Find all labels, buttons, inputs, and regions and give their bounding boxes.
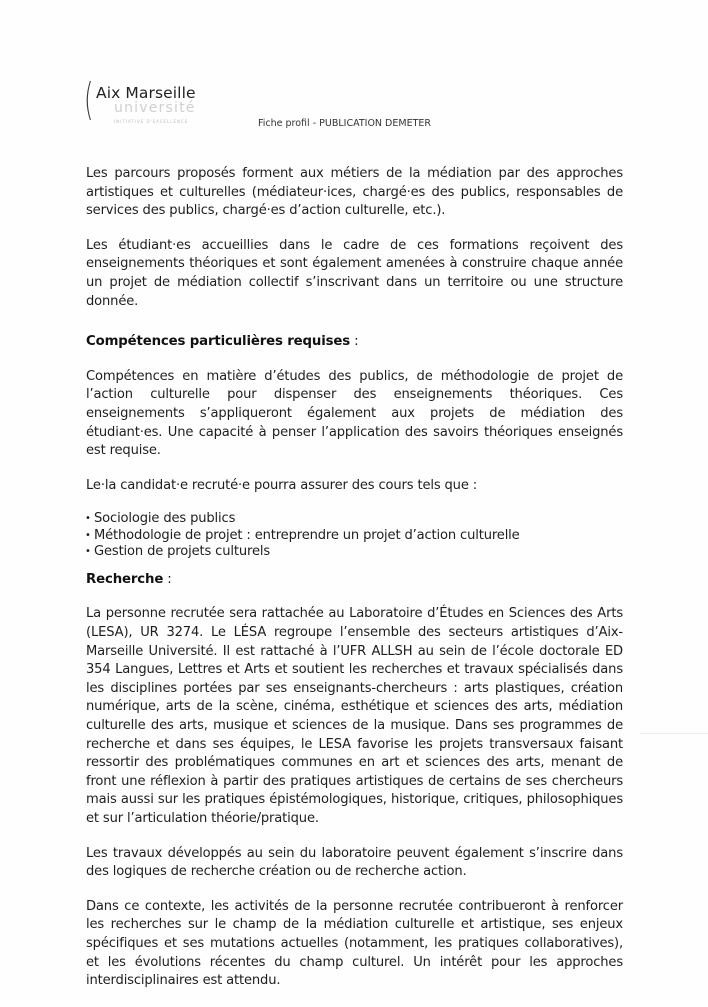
course-item: • Méthodologie de projet : entreprendre un projet d’action culturelle bbox=[86, 528, 623, 545]
recherche-heading bbox=[86, 571, 623, 590]
courses-intro: Le·la candidat·e recruté·e pourra assurer des cours tels que : bbox=[86, 477, 478, 493]
intro-paragraph-2: Les étudiant·es accueillies dans le cadre de ces formations reçoivent des enseignements théoriques et sont également amenées à construire chaque année un projet de médiation collectif s’inscrivant dans un territoire ou une structure donnée. bbox=[86, 237, 623, 309]
logo-universite: université bbox=[114, 100, 196, 116]
competences-paragraph: Compétences en matière d’études des publics, de méthodologie de projet de l’action culturelle pour dispenser des enseignements théoriques. Ces enseignements s’appliqueront également aux projets de médiation des étudiant·es. Une capacité à penser l’application des savoirs théoriques enseignés est requise. bbox=[86, 368, 623, 459]
logo-name: Aix Marseille bbox=[96, 84, 196, 102]
competences-heading bbox=[86, 333, 623, 352]
course-item: • Sociologie des publics bbox=[86, 511, 623, 528]
document-header-title: Fiche profil - PUBLICATION DEMETER bbox=[258, 118, 431, 129]
scan-artifact-line bbox=[640, 733, 708, 734]
course-item: • Gestion de projets culturels bbox=[86, 544, 623, 561]
document-body bbox=[86, 165, 623, 1007]
logo-tagline: INITIATIVE D'EXCELLENCE bbox=[114, 119, 189, 124]
recherche-paragraph-2: Les travaux développés au sein du laboratoire peuvent également s’inscrire dans des logiques de recherche création ou de recherche action. bbox=[86, 845, 623, 880]
recherche-paragraph-1: La personne recrutée sera rattachée au Laboratoire d’Études en Sciences des Arts (LESA), UR 3274. Le LÉSA regroupe l’ensemble des secteurs artistiques d’Aix-Marseille Université. Il est rattaché à l’UFR ALLSH au sein de l’école doctorale ED 354 Langues, Lettres et Arts et soutient les recherches et travaux spécialisés dans les disciplines portées par ses enseignants-chercheurs : arts plastiques, création numérique, arts de la scène, cinéma, esthétique et sciences des arts, médiation culturelle des arts, musique et sciences de la musique. Dans ses programmes de recherche et dans ses équipes, le LESA favorise les projets transversaux faisant ressortir des problématiques communes en art et sciences des arts, menant de front une réflexion à partir des pratiques artistiques de certains de ses chercheurs mais aussi sur les pratiques épistémologiques, historique, critiques, philosophiques et sur l’articulation théorie/pratique. bbox=[86, 606, 623, 826]
intro-paragraph-1: Les parcours proposés forment aux métiers de la médiation par des approches artistiques et culturelles (médiateur·ices, chargé·es des publics, responsables de services des publics, chargé·es d’action culturelle, etc.). bbox=[86, 166, 623, 219]
logo-bracket-icon: ( bbox=[84, 74, 94, 125]
courses-list bbox=[86, 511, 623, 561]
university-logo bbox=[84, 74, 224, 132]
recherche-heading-text: Recherche bbox=[86, 571, 164, 587]
competences-heading-text: Compétences particulières requises bbox=[86, 334, 350, 350]
recherche-paragraph-3: Dans ce contexte, les activités de la personne recrutée contribueront à renforcer les recherches sur le champ de la médiation culturelle et artistique, ses enjeux spécifiques et ses mutations actuelles (notamment, les pratiques collaboratives), et les évolutions récentes du champ culturel. Un intérêt pour les approches interdisciplinaires est attendu. bbox=[86, 898, 623, 989]
competences-heading-colon: : bbox=[350, 334, 359, 350]
recherche-heading-colon: : bbox=[163, 571, 172, 587]
